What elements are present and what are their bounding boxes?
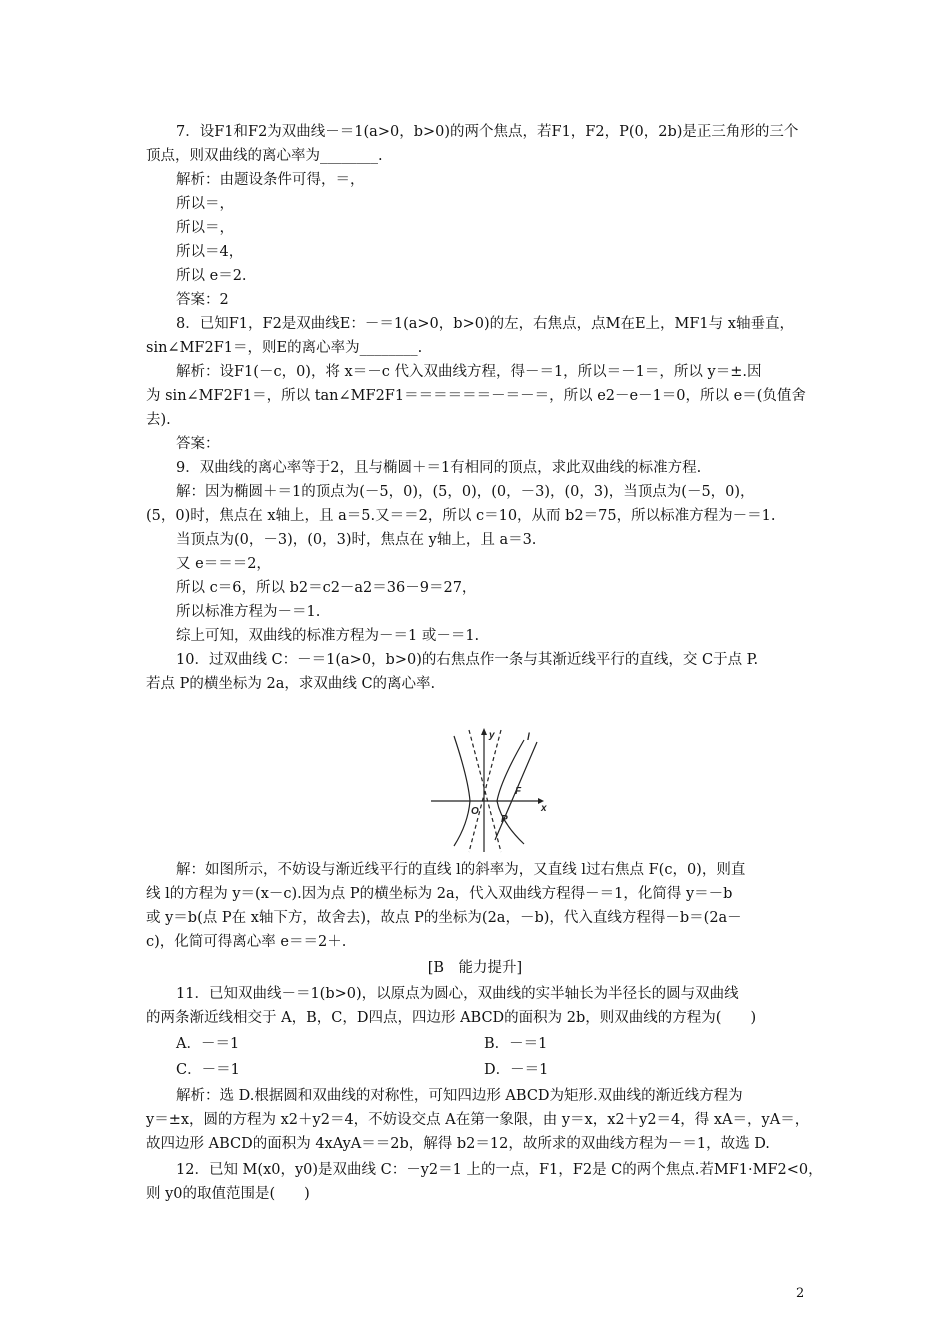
hyperbola-figure (429, 728, 555, 854)
q9-solution-line-2: (5，0)时，焦点在 x轴上，且 a＝5.又＝＝2，所以 c＝10，从而 b2＝75，所以标准方程为－＝1. (146, 508, 776, 524)
q10-solution-line-2: 线 l的方程为 y＝(x－c).因为点 P的横坐标为 2a，代入双曲线方程得－＝1，化简得 y＝－b (146, 886, 733, 902)
q11-line-1: 11．已知双曲线－＝1(b>0)，以原点为圆心，双曲线的实半轴长为半径长的圆与双曲线 (176, 986, 739, 1002)
q11-option-a: A．－＝1 (176, 1036, 240, 1052)
q9-solution-line-5: 所以 c＝6，所以 b2＝c2－a2＝36－9＝27， (176, 580, 477, 596)
q11-option-d: D．－＝1 (484, 1062, 549, 1078)
q11-solution-line-1: 解析：选 D.根据圆和双曲线的对称性，可知四边形 ABCD为矩形.双曲线的渐近线方程为 (176, 1088, 743, 1104)
q7-answer: 答案：2 (176, 292, 229, 308)
q11-solution-line-3: 故四边形 ABCD的面积为 4xAyA＝＝2b，解得 b2＝12，故所求的双曲线方程为－＝1，故选 D. (146, 1136, 770, 1152)
q7-solution-line-3: 所以＝， (176, 220, 234, 236)
q9-solution-line-4: 又 e＝＝＝2， (176, 556, 271, 572)
q9-line-1: 9．双曲线的离心率等于2，且与椭圆＋＝1有相同的顶点，求此双曲线的标准方程. (176, 460, 702, 476)
q9-solution-line-3: 当顶点为(0，－3)，(0，3)时，焦点在 y轴上，且 a＝3. (176, 532, 537, 548)
page-number: 2 (796, 1286, 805, 1301)
q8-solution-line-3: 去). (146, 412, 171, 428)
q10-line-1: 10．过双曲线 C：－＝1(a>0，b>0)的右焦点作一条与其渐近线平行的直线，交 C于点 P. (176, 652, 759, 668)
q7-solution-line-1: 解析：由题设条件可得，＝， (176, 172, 365, 188)
label-f: F (515, 786, 522, 797)
q8-line-1: 8．已知F1，F2是双曲线E：－＝1(a>0，b>0)的左，右焦点，点M在E上，MF1与 x轴垂直， (176, 316, 794, 332)
q11-option-c: C．－＝1 (176, 1062, 240, 1078)
q9-solution-line-1: 解：因为椭圆＋＝1的顶点为(－5，0)，(5，0)，(0，－3)，(0，3)，当顶点为(－5，0)， (176, 484, 755, 500)
q8-answer: 答案： (176, 436, 220, 452)
q10-line-2: 若点 P的横坐标为 2a，求双曲线 C的离心率. (146, 676, 436, 692)
q12-line-1: 12．已知 M(x0，y0)是双曲线 C：－y2＝1 上的一点，F1，F2是 C的两个焦点.若MF1·MF2<0， (176, 1162, 823, 1178)
label-o: O (471, 806, 479, 817)
q7-solution-line-4: 所以＝4， (176, 244, 244, 260)
q8-solution-line-1: 解析：设F1(－c，0)，将 x＝－c 代入双曲线方程，得－＝1，所以＝－1＝，所以 y＝±.因 (176, 364, 762, 380)
label-p: P (501, 814, 508, 825)
label-l: l (527, 732, 530, 743)
q10-solution-line-4: c)，化简可得离心率 e＝＝2＋. (146, 934, 347, 950)
section-heading: [B 能力提升] (427, 960, 523, 976)
q8-solution-line-2: 为 sin∠MF2F1＝，所以 tan∠MF2F1＝＝＝＝＝＝－＝－＝，所以 e2－e－1＝0，所以 e＝(负值舍 (146, 388, 806, 404)
q8-line-2: sin∠MF2F1＝，则E的离心率为________. (146, 340, 423, 356)
left-branch (454, 736, 470, 846)
q7-solution-line-2: 所以＝， (176, 196, 234, 212)
q7-line-1: 7．设F1和F2为双曲线－＝1(a>0，b>0)的两个焦点，若F1，F2，P(0，2b)是正三角形的三个 (176, 124, 799, 140)
q10-solution-line-1: 解：如图所示，不妨设与渐近线平行的直线 l的斜率为，又直线 l过右焦点 F(c，0)，则直 (176, 862, 746, 878)
q11-solution-line-2: y＝±x，圆的方程为 x2＋y2＝4，不妨设交点 A在第一象限，由 y＝x，x2＋y2＝4，得 xA＝，yA＝， (146, 1112, 810, 1128)
q9-solution-line-7: 综上可知，双曲线的标准方程为－＝1 或－＝1. (176, 628, 480, 644)
label-x: x (541, 803, 547, 814)
label-y: y (489, 730, 495, 741)
y-arrow (481, 728, 487, 735)
q10-solution-line-3: 或 y＝b(点 P在 x轴下方，故舍去)，故点 P的坐标为(2a，－b)，代入直线方程得－b＝(2a－ (146, 910, 742, 926)
q11-option-b: B．－＝1 (484, 1036, 548, 1052)
q12-line-2: 则 y0的取值范围是( ) (146, 1186, 310, 1202)
q7-solution-line-5: 所以 e＝2. (176, 268, 247, 284)
q7-line-2: 顶点，则双曲线的离心率为________. (146, 148, 383, 164)
q11-line-2: 的两条渐近线相交于 A，B，C，D四点，四边形 ABCD的面积为 2b，则双曲线的方程为( ) (146, 1010, 757, 1026)
q9-solution-line-6: 所以标准方程为－＝1. (176, 604, 321, 620)
